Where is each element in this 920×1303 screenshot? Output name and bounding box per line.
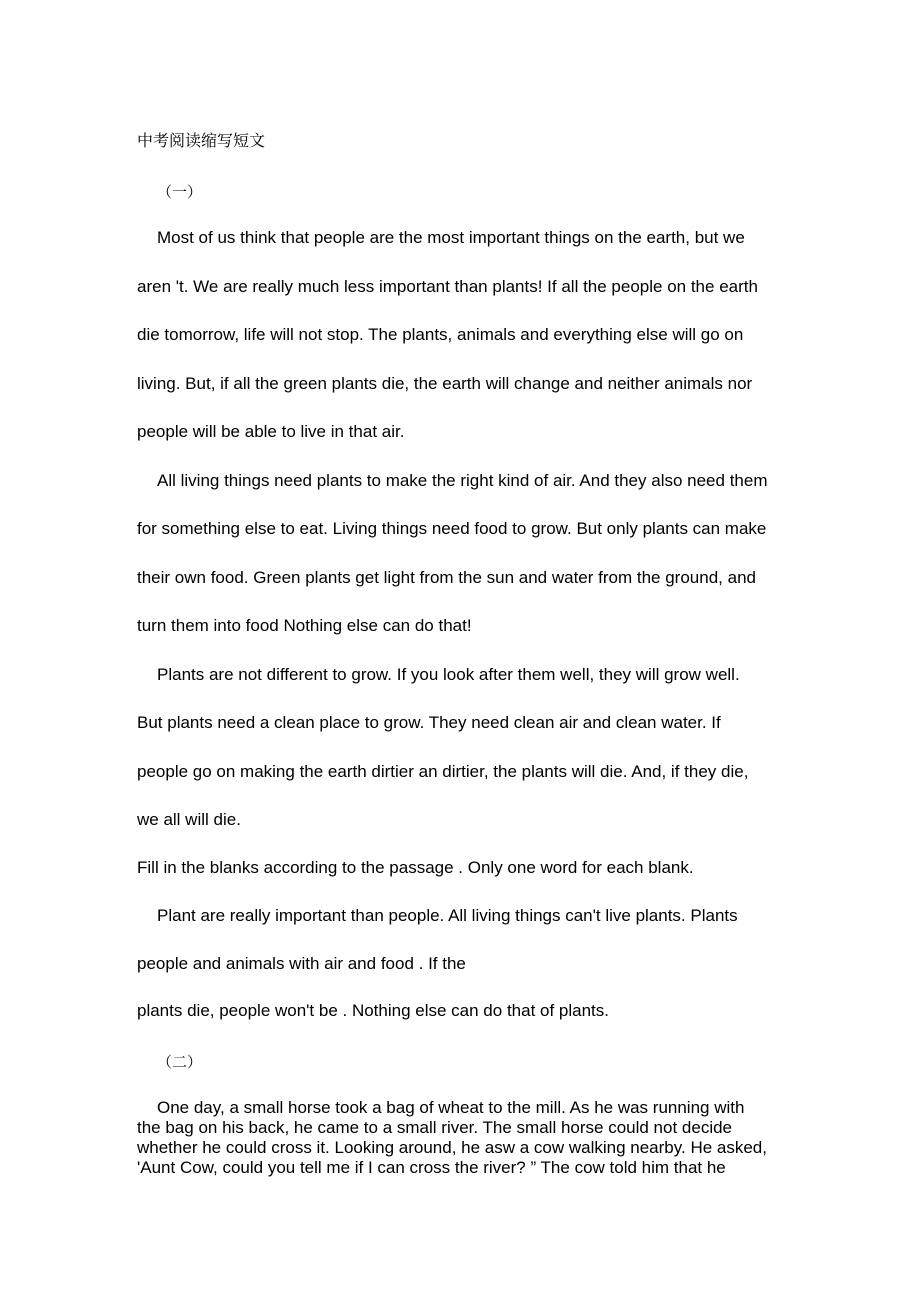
paragraph-line: But plants need a clean place to grow. They need clean air and clean water. If	[137, 713, 721, 732]
paragraph-line: Most of us think that people are the most important things on the earth, but we	[157, 228, 745, 247]
document-title: 中考阅读缩写短文	[137, 131, 266, 150]
paragraph-line: die tomorrow, life will not stop. The plants, animals and everything else will go on	[137, 325, 744, 344]
paragraph-line: All living things need plants to make the right kind of air. And they also need them	[157, 471, 768, 490]
exercise-instruction: Fill in the blanks according to the passage . Only one word for each blank.	[137, 858, 694, 877]
section-marker-2: （二）	[157, 1053, 203, 1071]
paragraph-line: we all will die.	[137, 810, 241, 829]
paragraph-line: living. But, if all the green plants die, the earth will change and neither animals nor	[137, 374, 753, 393]
paragraph-line: the bag on his back, he came to a small river. The small horse could not decide	[137, 1118, 733, 1137]
summary-line: people and animals with air and food . If the	[137, 954, 466, 973]
paragraph-line: Plants are not different to grow. If you look after them well, they will grow well.	[157, 665, 740, 684]
paragraph-line: for something else to eat. Living things need food to grow. But only plants can make	[137, 519, 767, 538]
paragraph-line: aren 't. We are really much less important than plants! If all the people on the earth	[137, 277, 758, 296]
summary-line: plants die, people won't be . Nothing else can do that of plants.	[137, 1001, 610, 1020]
paragraph-line: people will be able to live in that air.	[137, 422, 405, 441]
paragraph-line: people go on making the earth dirtier an dirtier, the plants will die. And, if they die,	[137, 762, 749, 781]
paragraph-line: turn them into food Nothing else can do that!	[137, 616, 472, 635]
paragraph-line: whether he could cross it. Looking around, he asw a cow walking nearby. He asked,	[137, 1138, 767, 1157]
paragraph-line: their own food. Green plants get light from the sun and water from the ground, and	[137, 568, 756, 587]
summary-line: Plant are really important than people. All living things can't live plants. Plants	[157, 906, 738, 925]
paragraph-line: 'Aunt Cow, could you tell me if I can cross the river? ” The cow told him that he	[137, 1158, 726, 1177]
paragraph-line: One day, a small horse took a bag of wheat to the mill. As he was running with	[157, 1098, 745, 1117]
section-marker-1: （一）	[157, 183, 203, 201]
